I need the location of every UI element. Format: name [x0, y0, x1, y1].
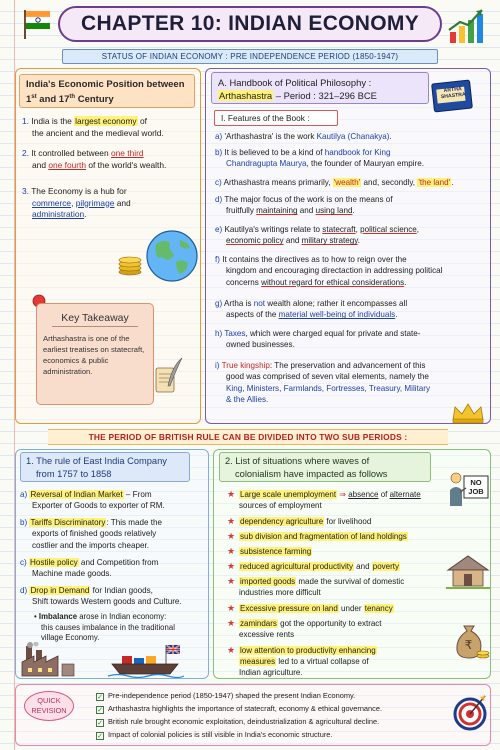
- left-heading-line1: India's Economic Position between: [26, 79, 185, 90]
- left-heading-line2: 1st and 17th Century: [26, 94, 114, 106]
- colonialism-heading-line2: colonialism have impacted as follows: [235, 468, 388, 479]
- coins-icon: [116, 254, 144, 276]
- globe-icon: [144, 228, 200, 284]
- key-takeaway-text: Arthashastra is one of the earliest treatises on statecraft, economics & public administration.: [43, 334, 145, 376]
- left-item-2: 2. It controlled between one third and one fourth of the world's wealth.: [22, 148, 167, 170]
- title-banner: [58, 6, 442, 42]
- feature-h: h) Taxes, which were charged equal for private and state- owned businesses.: [215, 329, 421, 350]
- factory-icon: [20, 642, 78, 678]
- colonialism-item-5: ★ reduced agricultural productivity and poverty: [227, 561, 399, 571]
- east-india-item-b: b) Tariffs Discriminatory: This made the exports of finished goods relatively costlier and the imports cheaper.: [20, 518, 163, 550]
- east-india-heading-line2: from 1757 to 1858: [36, 468, 112, 479]
- feature-c: c) Arthashastra means primarily, 'wealth' and, secondly, 'the land'.: [215, 178, 454, 187]
- colonialism-item-1: ★ Large scale unemployment ⇒ absence of alternate sources of employment: [227, 489, 421, 511]
- quick-revision-line-4: ✓ Impact of colonial policies is still visible in India's economic structure.: [97, 730, 333, 740]
- left-item-3: 3. The Economy is a hub for commerce, pilgrimage and administration.: [22, 186, 131, 219]
- feature-e: e) Kautilya's writings relate to statecraft, political science, economic policy and military strategy.: [215, 225, 420, 246]
- colonialism-item-2: ★ dependency agriculture for livelihood: [227, 516, 372, 526]
- colonialism-item-4: ★ subsistence farming: [227, 546, 312, 556]
- crown-icon: [450, 402, 486, 424]
- quick-revision-line-1: ✓ Pre-independence period (1850-1947) shaped the present Indian Economy.: [97, 691, 356, 701]
- no-job-sign-line2: JOB: [468, 487, 484, 496]
- money-bag-icon: [452, 618, 490, 660]
- feature-a: a) 'Arthashastra' is the work Kautilya (Chanakya).: [215, 132, 392, 141]
- svg-text:₹: ₹: [464, 638, 473, 652]
- quick-revision-line-3: ✓ British rule brought economic exploitation, deindustrialization & agricultural decline.: [97, 717, 380, 727]
- no-job-sign-line1: NO: [470, 478, 482, 487]
- east-india-item-a: a) Reversal of Indian Market – From Exporter of Goods to exporter of RM.: [20, 490, 165, 511]
- east-india-heading-line1: 1. The rule of East India Company: [26, 456, 167, 466]
- feature-i: i) True kingship: The preservation and advancement of this good was comprised of seven vital elements, namely the King, Ministers, Farmlands, Fortresses, Treasury, Military & the Allies.: [215, 361, 431, 405]
- colonialism-item-7: ★ Excessive pressure on land under tenancy: [227, 603, 393, 613]
- feature-g: g) Artha is not wealth alone; rather it encompasses all aspects of the material well-being of individuals.: [215, 299, 408, 320]
- growth-chart-icon: [446, 6, 486, 46]
- feature-f: f) It contains the directives as to how to reign over the kingdom and encouraging directaction in addressing political concerns without regard for ethical considerations.: [215, 255, 443, 287]
- status-bar: STATUS OF INDIAN ECONOMY : PRE INDEPENDENCE PERIOD (1850-1947): [62, 49, 438, 64]
- east-india-item-d: d) Drop in Demand for Indian goods, Shift towards Western goods and Culture.: [20, 586, 182, 607]
- east-india-heading: [20, 452, 190, 482]
- quick-revision-badge-line2: REVISION: [31, 706, 67, 715]
- features-title: I. Features of the Book :: [214, 110, 338, 126]
- ship-icon: [108, 644, 184, 678]
- key-takeaway-title: Key Takeaway: [52, 312, 138, 327]
- quick-revision-badge-line1: QUICK: [37, 696, 61, 705]
- quick-revision-line-2: ✓ Arthashastra highlights the importance of statecraft, economy & ethical governance.: [97, 704, 383, 714]
- quick-revision-badge: [24, 691, 74, 721]
- book-label-line1: ARTHA: [443, 86, 463, 94]
- scroll-quill-icon: [152, 356, 184, 396]
- book-icon: [430, 78, 474, 114]
- arthashastra-heading-line2: Arthashastra – Period : 321–296 BCE: [219, 90, 377, 101]
- arthashastra-heading: [211, 72, 429, 104]
- east-india-bullet: • Imbalance arose in Indian economy: this causes imbalance in the traditional village Economy.: [34, 612, 175, 643]
- book-label-line2: SHASTRA: [440, 91, 467, 101]
- hut-icon: [446, 552, 490, 590]
- colonialism-item-6: ★ imported goods made the survival of domestic industries more difficult: [227, 576, 405, 598]
- page-title: CHAPTER 10: INDIAN ECONOMY: [81, 12, 419, 35]
- colonialism-item-8: ★ zamindars got the opportunity to extract excessive rents: [227, 618, 382, 640]
- colonialism-item-9: ★ low attention to productivity enhancing measures led to a virtual collapse of Indian agriculture.: [227, 645, 376, 678]
- colonialism-heading-line1: 2. List of situations where waves of: [225, 456, 370, 466]
- feature-b: b) It is believed to be a kind of handbook for King Chandragupta Maurya, the founder of Mauryan empire.: [215, 148, 424, 169]
- left-item-1: 1. India is the largest economy of the ancient and the medieval world.: [22, 116, 164, 138]
- arthashastra-heading-line1: A. Handbook of Political Philosophy :: [218, 77, 372, 88]
- colonialism-heading: [219, 452, 431, 482]
- india-flag-icon: [22, 8, 52, 40]
- east-india-item-c: c) Hostile policy and Competition from Machine made goods.: [20, 558, 159, 579]
- target-icon: [452, 692, 488, 732]
- colonialism-item-3: ★ sub division and fragmentation of land holdings: [227, 531, 407, 541]
- feature-d: d) The major focus of the work is on the means of fruitfully maintaining and using land.: [215, 195, 393, 216]
- left-heading: [19, 74, 195, 108]
- british-rule-banner: THE PERIOD OF BRITISH RULE CAN BE DIVIDED INTO TWO SUB PERIODS :: [48, 429, 448, 445]
